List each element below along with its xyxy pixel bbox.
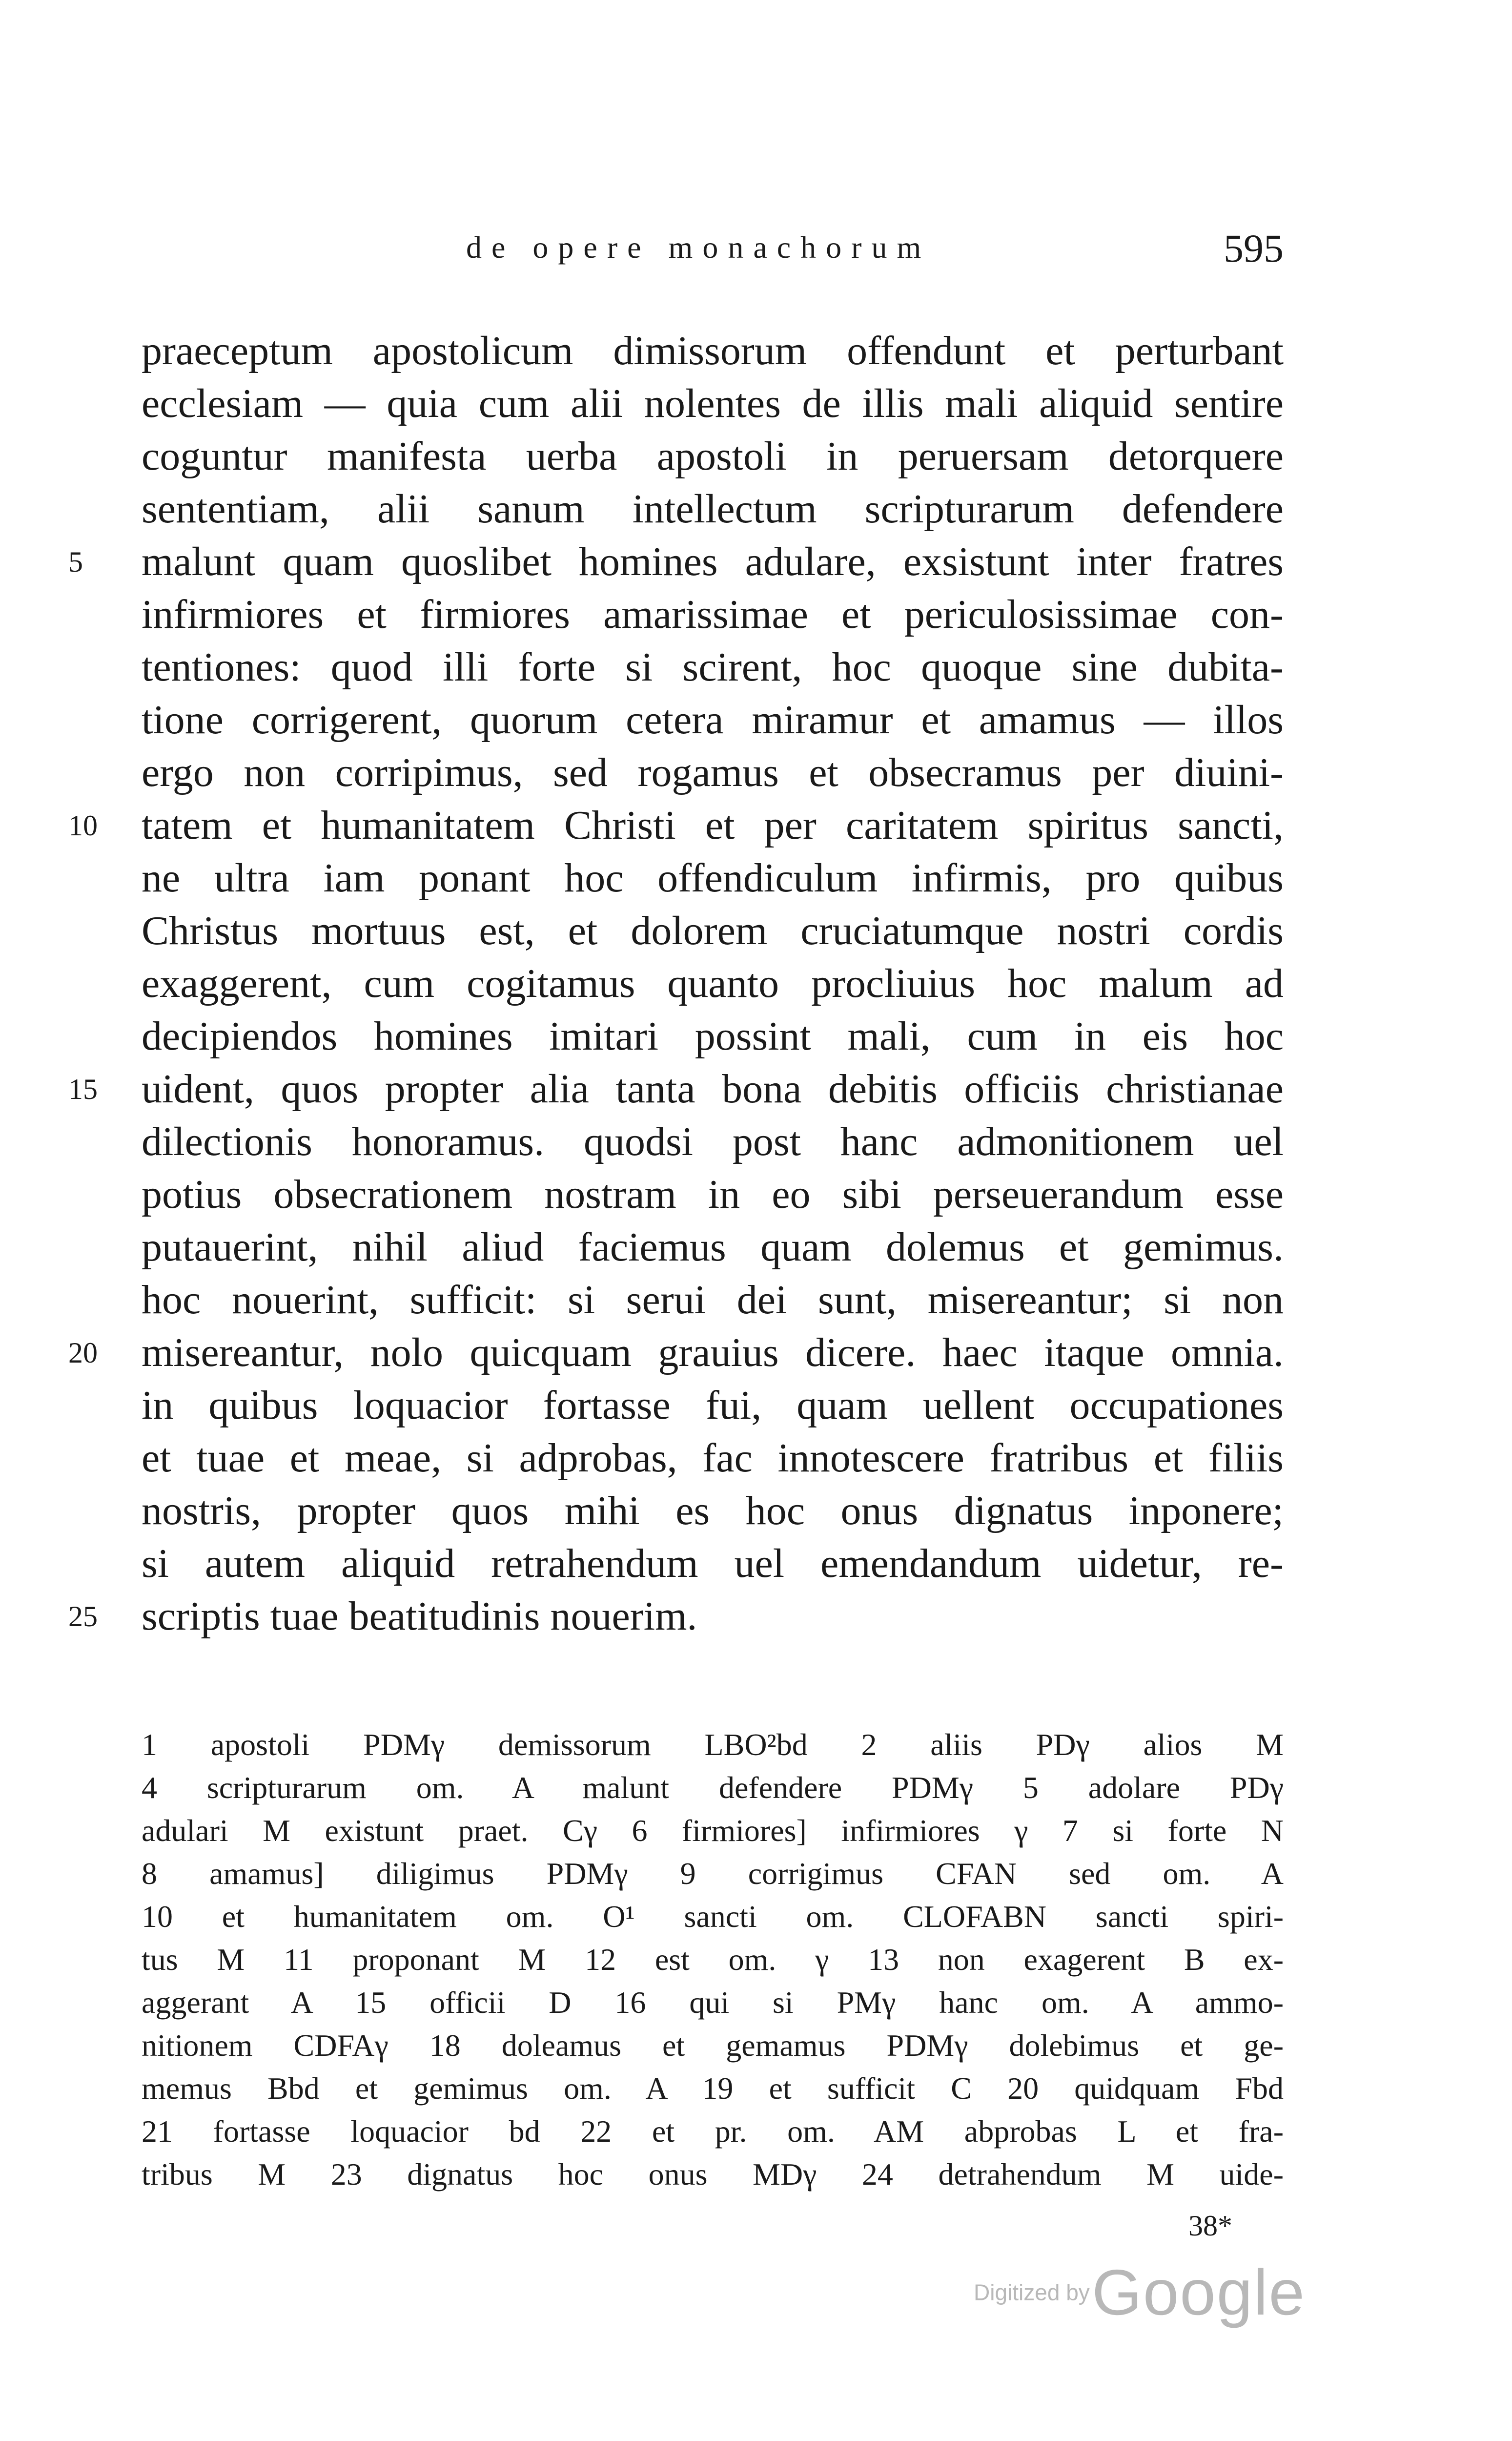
apparatus-line: nitionem CDFAγ 18 doleamus et gemamus PDMγ dolebimus et ge- [142,2028,1284,2063]
apparatus-line: aggerant A 15 officii D 16 qui si PMγ hanc om. A ammo- [142,1985,1284,2020]
text-line [142,1274,1284,1326]
text-line [142,1485,1284,1537]
text-line [142,852,1284,905]
line-text: et tuae et meae, si adprobas, fac innotescere fratribus et filiis [142,1435,1284,1481]
line-text: dilectionis honoramus. quodsi post hanc admonitionem uel [142,1119,1284,1164]
text-line [68,1326,1284,1379]
text-line [142,1379,1284,1432]
line-text: Christus mortuus est, et dolorem cruciatumque nostri cordis [142,908,1284,953]
apparatus-line: tus M 11 proponant M 12 est om. γ 13 non exagerent B ex- [142,1942,1284,1977]
line-text: uident, quos propter alia tanta bona debitis officiis christianae [142,1066,1284,1112]
line-text: misereantur, nolo quicquam grauius dicere. haec itaque omnia. [142,1330,1284,1375]
line-text: coguntur manifesta uerba apostoli in peruersam detorquere [142,434,1284,479]
line-text: decipiendos homines imitari possint mali, cum in eis hoc [142,1014,1284,1059]
text-line [142,1010,1284,1063]
line-text: nostris, propter quos mihi es hoc onus dignatus inponere; [142,1488,1284,1533]
text-line [142,1537,1284,1590]
critical-apparatus [142,1723,1284,2196]
text-line [142,746,1284,799]
line-number: 25 [68,1600,98,1633]
line-number: 20 [68,1337,98,1369]
text-line [142,483,1284,536]
apparatus-line: 21 fortasse loquacior bd 22 et pr. om. AM abprobas L et fra- [142,2114,1284,2149]
text-line [142,1221,1284,1274]
line-text: si autem aliquid retrahendum uel emendandum uidetur, re- [142,1541,1284,1586]
line-text: in quibus loquacior fortasse fui, quam uellent occupationes [142,1383,1284,1428]
google-logo: Google [1092,2256,1306,2328]
apparatus-line: 4 scripturarum om. A malunt defendere PDMγ 5 adolare PDγ [142,1770,1284,1805]
text-line [142,325,1284,377]
line-text: exaggerent, cum cogitamus quanto procliuius hoc malum ad [142,961,1284,1006]
text-line [142,694,1284,746]
text-line [142,1432,1284,1485]
line-text: ecclesiam — quia cum alii nolentes de illis mali aliquid sentire [142,381,1284,426]
apparatus-line: 8 amamus] diligimus PDMγ 9 corrigimus CFAN sed om. A [142,1856,1284,1891]
text-line [142,1168,1284,1221]
line-text: tatem et humanitatem Christi et per caritatem spiritus sancti, [142,803,1284,848]
text-line [142,957,1284,1010]
text-line [68,1063,1284,1116]
digitized-by-label: Digitized by [974,2279,1090,2305]
line-text: infirmiores et firmiores amarissimae et periculosissimae con- [142,592,1284,637]
line-text: ne ultra iam ponant hoc offendiculum infirmis, pro quibus [142,855,1284,901]
text-line [68,799,1284,852]
line-text: potius obsecrationem nostram in eo sibi perseuerandum esse [142,1172,1284,1217]
line-text: hoc nouerint, sufficit: si serui dei sunt, misereantur; si non [142,1277,1284,1323]
line-text: putauerint, nihil aliud faciemus quam dolemus et gemimus. [142,1224,1284,1270]
line-number: 15 [68,1073,98,1105]
text-line [142,377,1284,430]
text-line [142,641,1284,694]
line-text: tione corrigerent, quorum cetera miramur et amamus — illos [142,697,1284,743]
line-text: malunt quam quoslibet homines adulare, exsistunt inter fratres [142,539,1284,584]
apparatus-line: 10 et humanitatem om. O¹ sancti om. CLOFABN sancti spiri- [142,1899,1284,1934]
running-header [142,226,1284,283]
text-line [68,1590,1284,1643]
line-text: praeceptum apostolicum dimissorum offendunt et perturbant [142,328,1284,373]
signature-mark: 38* [1188,2210,1232,2242]
apparatus-line: tribus M 23 dignatus hoc onus MDγ 24 detrahendum M uide- [142,2157,1284,2192]
running-title: de opere monachorum [466,230,931,265]
apparatus-line: 1 apostoli PDMγ demissorum LBO²bd 2 aliis PDγ alios M [142,1727,1284,1762]
page-number: 595 [1224,226,1284,270]
text-line [142,588,1284,641]
line-text: ergo non corripimus, sed rogamus et obsecramus per diuini- [142,750,1284,795]
line-number: 5 [68,546,83,578]
line-text: scriptis tuae beatitudinis nouerim. [142,1593,697,1639]
text-line [142,905,1284,957]
text-line [68,536,1284,588]
apparatus-line: adulari M existunt praet. Cγ 6 firmiores] infirmiores γ 7 si forte N [142,1813,1284,1848]
apparatus-line: memus Bbd et gemimus om. A 19 et sufficit C 20 quidquam Fbd [142,2071,1284,2106]
main-text [68,325,1284,1643]
text-line [142,1116,1284,1168]
line-number: 10 [68,809,98,842]
digitized-watermark [974,2255,1306,2329]
line-text: tentiones: quod illi forte si scirent, hoc quoque sine dubita- [142,644,1284,690]
text-line [142,430,1284,483]
line-text: sententiam, alii sanum intellectum scripturarum defendere [142,486,1284,532]
